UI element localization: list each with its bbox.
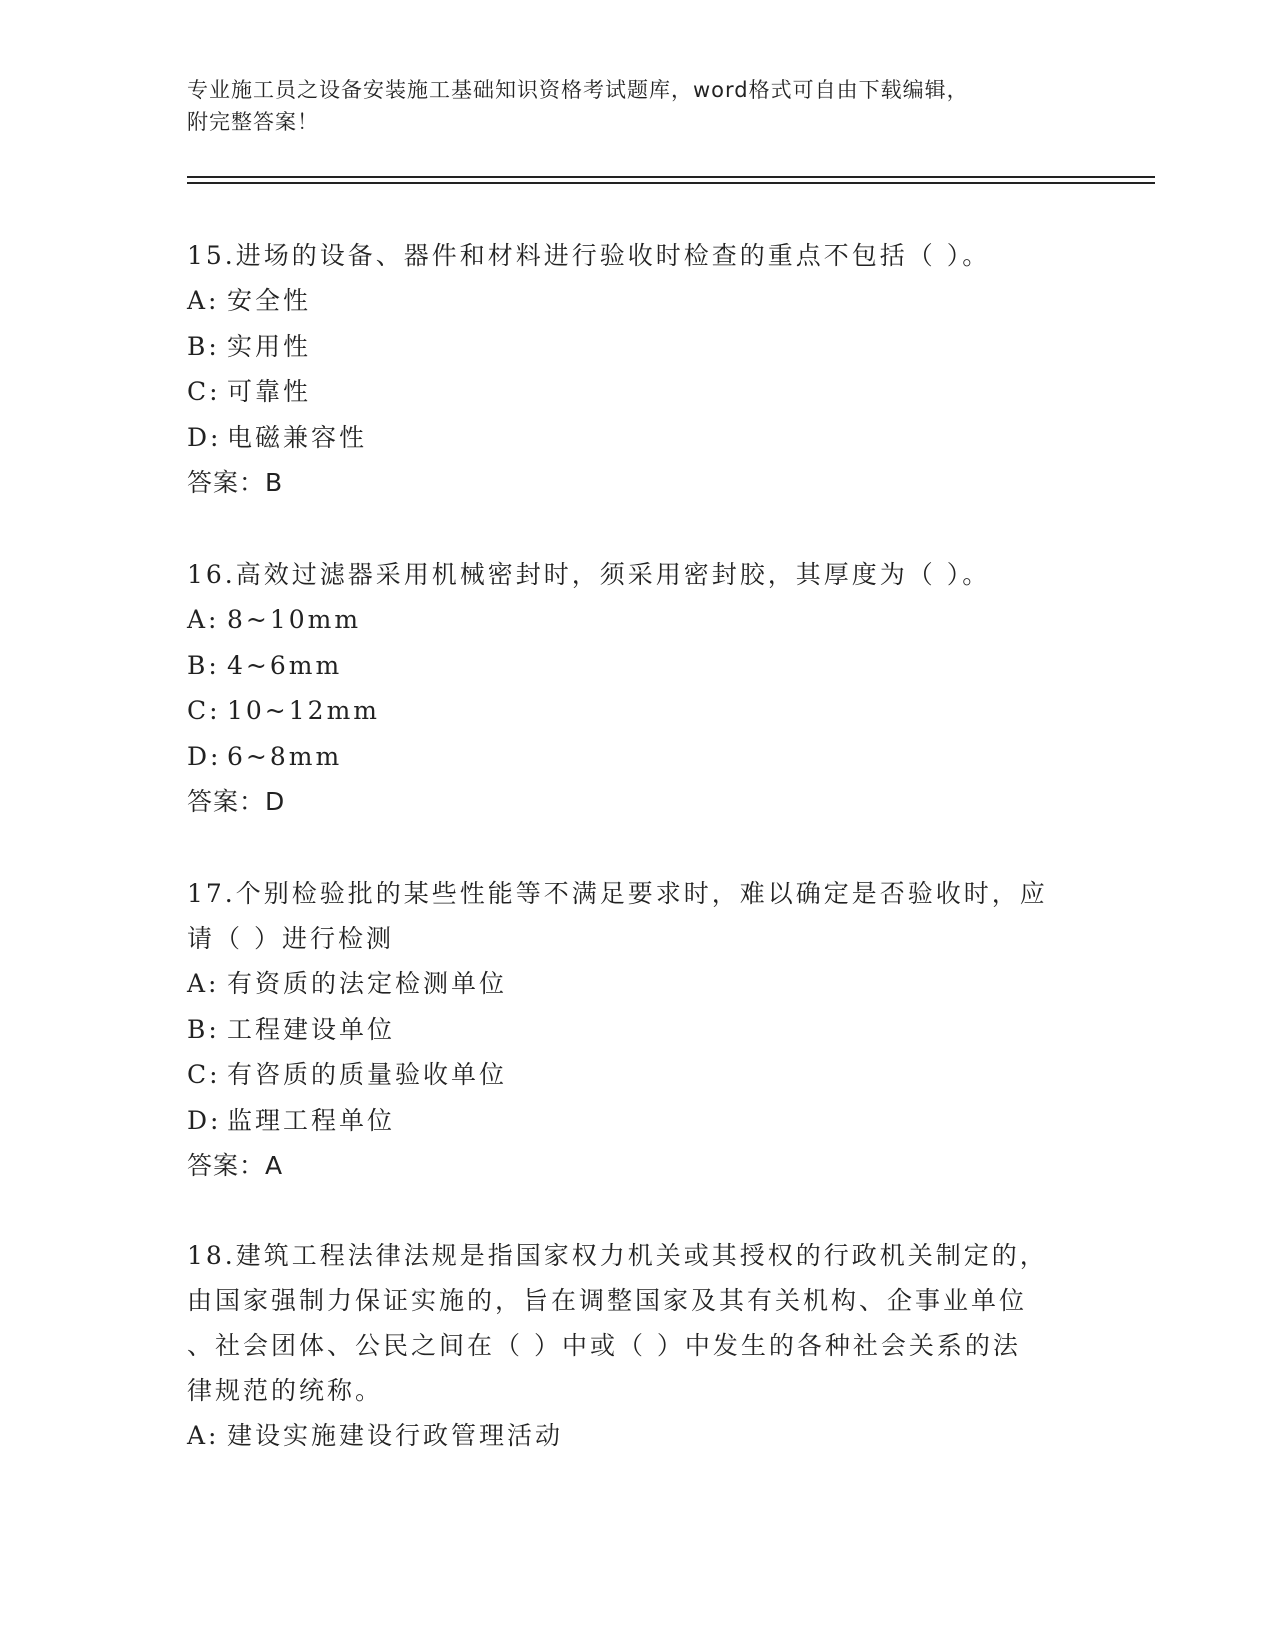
document-header bbox=[187, 74, 1087, 138]
option-c bbox=[187, 688, 1087, 734]
header-title-line-1: 专业施工员之设备安装施工基础知识资格考试题库，word格式可自由下载编辑， bbox=[187, 78, 969, 102]
option-letter: A: bbox=[187, 286, 220, 315]
question-15 bbox=[187, 233, 1087, 505]
stem-line: 、社会团体、公民之间在（ ）中或（ ）中发生的各种社会关系的法 bbox=[187, 1331, 1021, 1360]
question-stem bbox=[187, 1233, 1087, 1413]
option-letter: B: bbox=[187, 1014, 220, 1044]
option-d bbox=[187, 415, 1087, 461]
answer-label: 答案：B bbox=[187, 468, 284, 497]
stem-line: 请（ ）进行检测 bbox=[187, 924, 394, 953]
option-letter: C: bbox=[187, 377, 221, 406]
option-text: 6~8mm bbox=[227, 741, 343, 771]
option-letter: D: bbox=[187, 741, 222, 771]
question-17 bbox=[187, 871, 1087, 1188]
option-b bbox=[187, 324, 1087, 370]
option-d bbox=[187, 1098, 1087, 1144]
option-a bbox=[187, 961, 1087, 1007]
answer-label: 答案：A bbox=[187, 1151, 284, 1180]
question-16 bbox=[187, 552, 1087, 824]
question-stem bbox=[187, 871, 1087, 961]
stem-line: 18.建筑工程法律法规是指国家权力机关或其授权的行政机关制定的， bbox=[187, 1241, 1048, 1270]
option-text: 8~10mm bbox=[227, 605, 362, 634]
question-18 bbox=[187, 1233, 1087, 1459]
option-text: 10~12mm bbox=[227, 696, 380, 725]
option-letter: D: bbox=[187, 1105, 222, 1135]
option-c bbox=[187, 1052, 1087, 1098]
option-text: 安全性 bbox=[227, 286, 312, 315]
option-a bbox=[187, 597, 1087, 643]
option-text: 4~6mm bbox=[227, 650, 343, 680]
option-a bbox=[187, 278, 1087, 324]
option-text: 工程建设单位 bbox=[227, 1014, 396, 1044]
option-text: 实用性 bbox=[227, 331, 312, 361]
option-text: 可靠性 bbox=[227, 377, 312, 406]
option-c bbox=[187, 369, 1087, 415]
option-b bbox=[187, 1007, 1087, 1053]
option-letter: A: bbox=[187, 969, 220, 998]
stem-line: 由国家强制力保证实施的，旨在调整国家及其有关机构、企事业单位 bbox=[187, 1286, 1028, 1315]
option-text: 监理工程单位 bbox=[227, 1105, 396, 1135]
option-letter: B: bbox=[187, 650, 220, 680]
option-text: 电磁兼容性 bbox=[227, 422, 368, 452]
option-letter: B: bbox=[187, 331, 220, 361]
option-text: 建设实施建设行政管理活动 bbox=[227, 1421, 564, 1450]
option-letter: C: bbox=[187, 696, 221, 725]
option-letter: A: bbox=[187, 1421, 220, 1450]
stem-line: 17.个别检验批的某些性能等不满足要求时，难以确定是否验收时，应 bbox=[187, 879, 1048, 908]
option-a bbox=[187, 1413, 1087, 1459]
header-title-line-2: 附完整答案！ bbox=[187, 110, 319, 134]
stem-line: 律规范的统称。 bbox=[187, 1376, 384, 1405]
option-b bbox=[187, 643, 1087, 689]
option-letter: A: bbox=[187, 605, 220, 634]
header-divider-bottom bbox=[187, 182, 1155, 184]
option-letter: C: bbox=[187, 1060, 221, 1089]
option-d bbox=[187, 734, 1087, 780]
answer-label: 答案：D bbox=[187, 787, 286, 816]
option-text: 有咨质的质量验收单位 bbox=[227, 1060, 508, 1089]
option-letter: D: bbox=[187, 422, 222, 452]
option-text: 有资质的法定检测单位 bbox=[227, 969, 508, 998]
question-stem: 16.高效过滤器采用机械密封时，须采用密封胶，其厚度为（ ）。 bbox=[187, 560, 991, 589]
header-divider-top bbox=[187, 176, 1155, 178]
question-stem: 15.进场的设备、器件和材料进行验收时检查的重点不包括（ ）。 bbox=[187, 241, 991, 270]
